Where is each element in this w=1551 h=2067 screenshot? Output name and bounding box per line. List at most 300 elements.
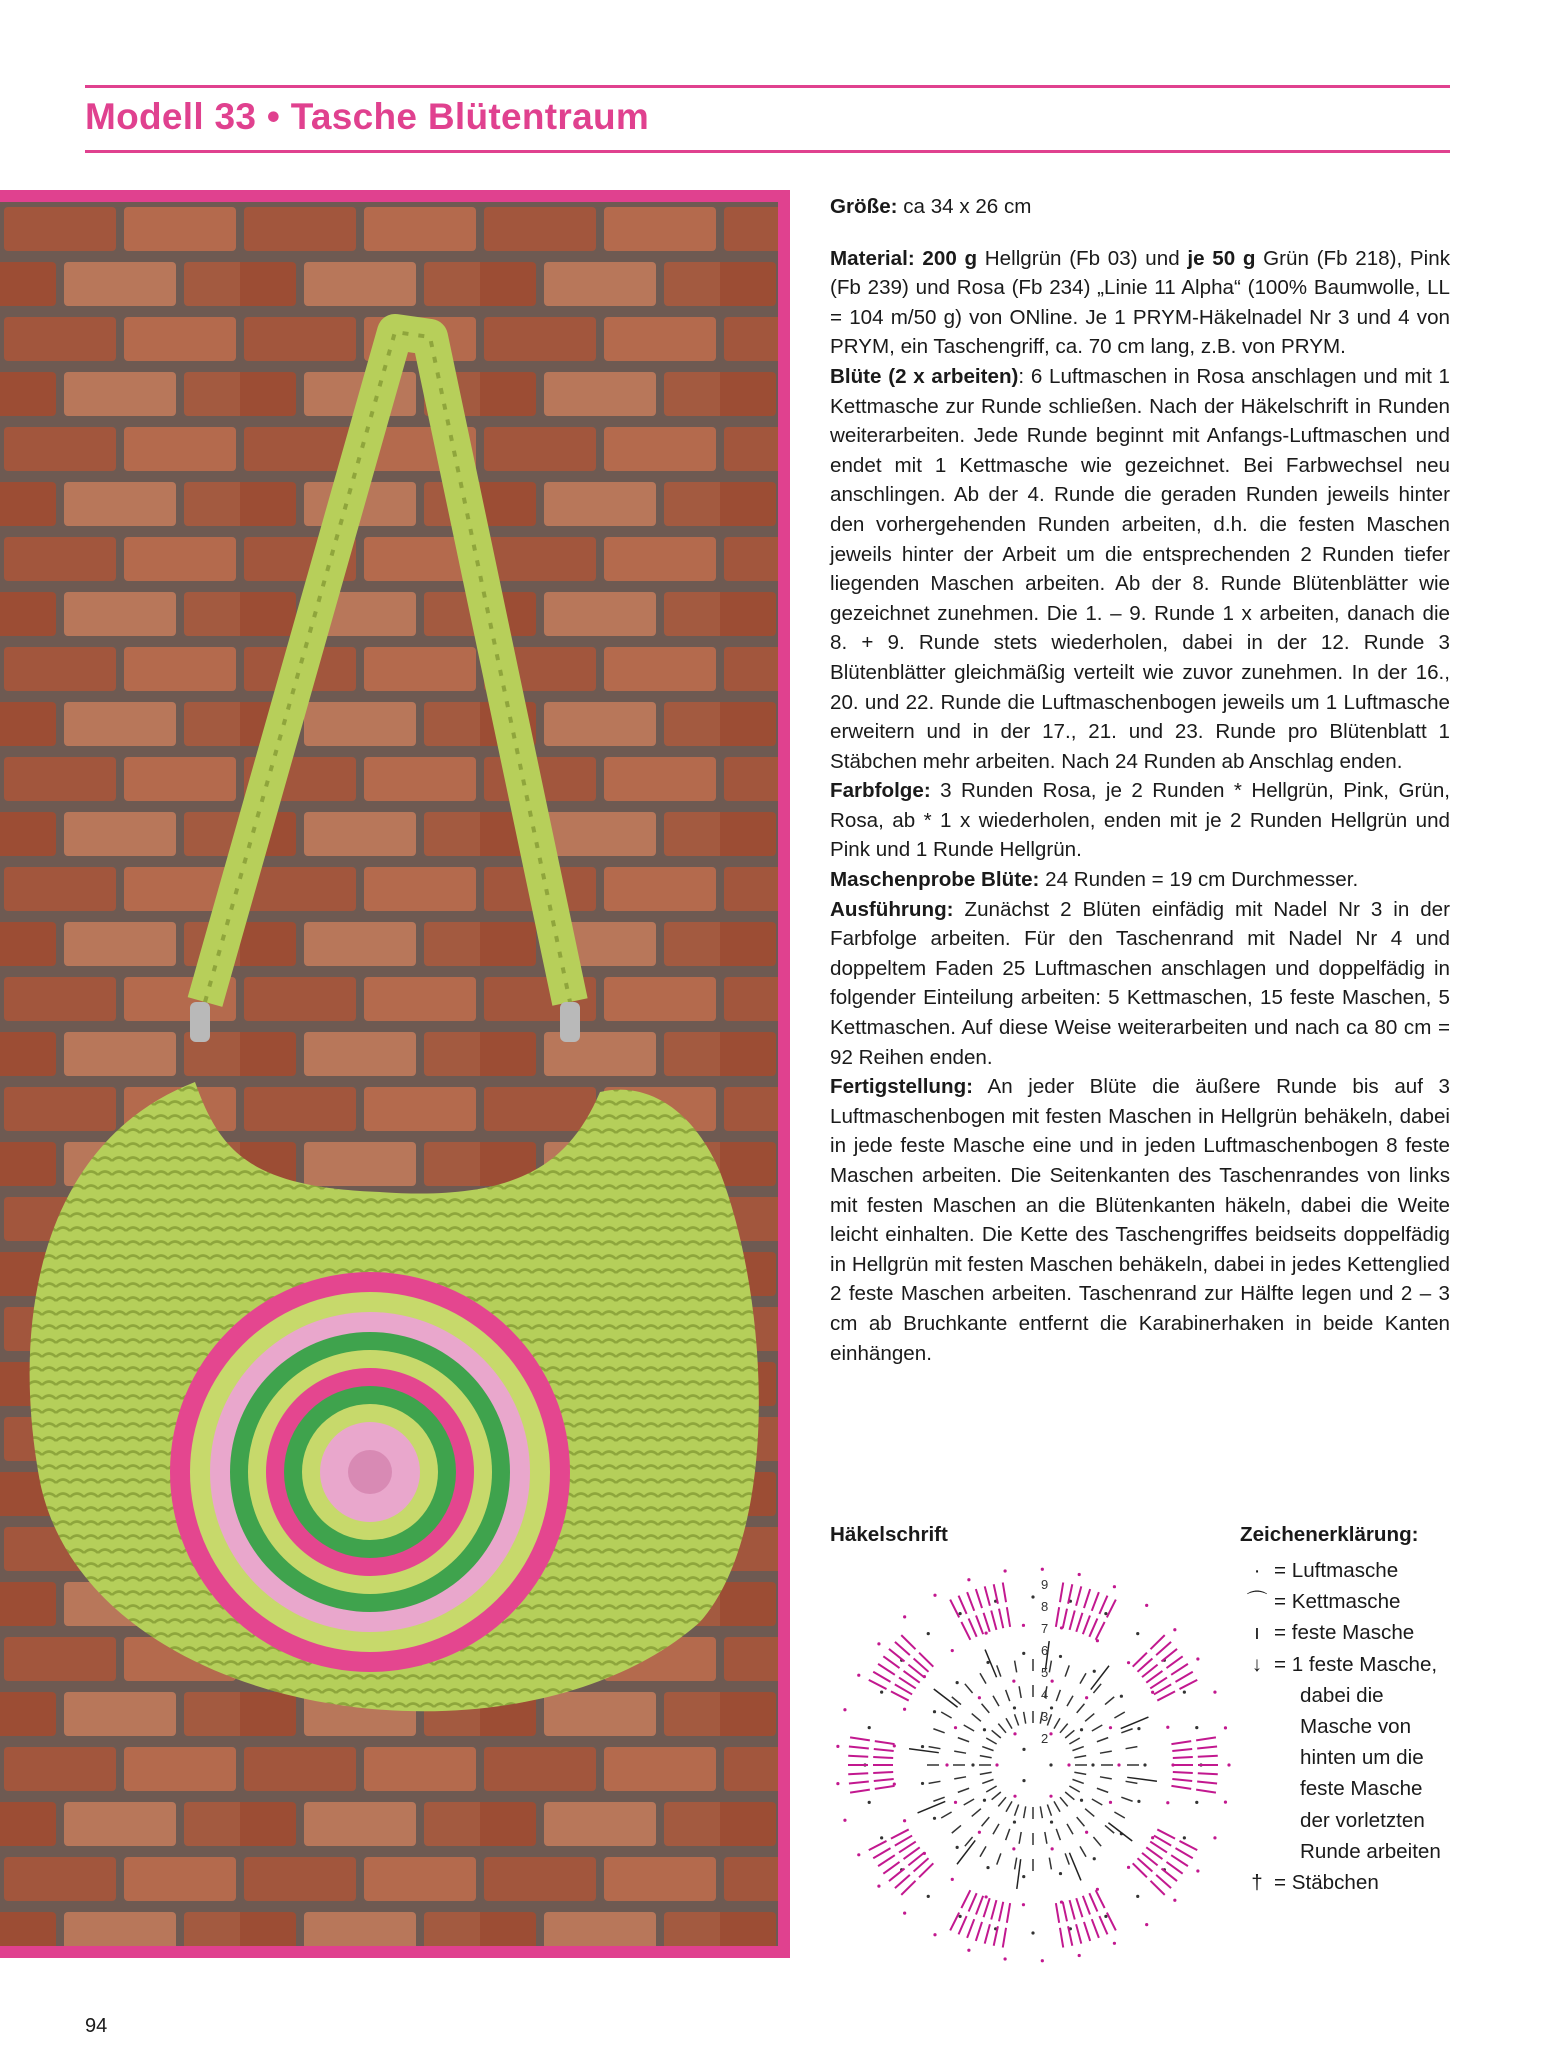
single-crochet-mark (998, 1724, 1006, 1733)
chain-dot (978, 1696, 981, 1699)
chain-dot (1166, 1801, 1169, 1804)
single-crochet-mark (1067, 1824, 1073, 1834)
round-number-label: 8 (1041, 1599, 1049, 1614)
single-crochet-mark (933, 1729, 944, 1733)
chain-dot (1109, 1726, 1112, 1729)
single-crochet-mark (1126, 1747, 1138, 1749)
single-crochet-mark (1065, 1853, 1069, 1864)
chain-dot (927, 1895, 930, 1898)
chain-dot (903, 1615, 906, 1618)
chain-dot (1022, 1903, 1025, 1906)
single-crochet-mark (954, 1777, 966, 1779)
chain-dot (1013, 1820, 1016, 1823)
single-crochet-mark (1072, 1747, 1083, 1751)
double-crochet-mark (873, 1757, 893, 1758)
double-crochet-mark (1083, 1896, 1090, 1915)
chain-dot (1183, 1836, 1186, 1839)
double-crochet-mark (1150, 1635, 1164, 1649)
chain-dot (1145, 1923, 1148, 1926)
chain-dot (877, 1642, 880, 1645)
double-crochet-mark (878, 1664, 895, 1675)
chain-dot (933, 1710, 936, 1713)
single-crochet-mark (980, 1673, 986, 1683)
double-crochet-mark (891, 1829, 909, 1838)
crochet-bag-photo-illustration (0, 202, 778, 1946)
single-crochet-mark (1047, 1804, 1051, 1815)
double-crochet-mark (1166, 1656, 1182, 1668)
chain-dot (1127, 1866, 1130, 1869)
single-crochet-mark (933, 1797, 944, 1801)
chain-dot (857, 1853, 860, 1856)
material-amount-1: 200 g (914, 246, 978, 270)
legend-text-double: = Stäbchen (1274, 1871, 1379, 1895)
double-crochet-mark (1173, 1772, 1193, 1773)
double-crochet-mark (1096, 1622, 1105, 1640)
single-crochet-mark (997, 1665, 1001, 1676)
single-crochet-mark (1065, 1792, 1074, 1800)
chain-dot (1143, 1763, 1146, 1766)
chain-dot (1093, 1670, 1096, 1673)
double-crochet-icon: † (1251, 1871, 1263, 1895)
single-crochet-mark (1019, 1832, 1021, 1844)
color-sequence-label: Farbfolge: (830, 779, 931, 803)
chain-dot (1078, 1573, 1081, 1576)
double-crochet-mark (976, 1896, 983, 1915)
page-number: 94 (85, 2015, 108, 2037)
single-crochet-mark (982, 1779, 993, 1783)
round-number-label: 3 (1041, 1709, 1049, 1724)
chain-dot (1012, 1680, 1015, 1683)
double-crochet-mark (1007, 1903, 1010, 1923)
chain-dot (967, 1578, 970, 1581)
double-crochet-mark (1179, 1841, 1197, 1850)
chain-dot (1195, 1801, 1198, 1804)
double-crochet-mark (901, 1881, 915, 1895)
double-crochet-mark (895, 1875, 910, 1888)
chain-dot (1085, 1696, 1088, 1699)
double-crochet-mark (967, 1919, 974, 1938)
double-crochet-mark (1176, 1848, 1193, 1858)
single-crochet-mark (1006, 1718, 1012, 1728)
single-crochet-mark (1100, 1777, 1112, 1779)
double-crochet-mark (1196, 1790, 1216, 1793)
double-crochet-mark (950, 1600, 959, 1618)
single-crochet-mark (992, 1792, 1001, 1800)
double-crochet-mark (1099, 1596, 1107, 1614)
single-crochet-mark (1060, 1724, 1068, 1733)
back-post-arrow-icon: ↓ (1251, 1652, 1263, 1676)
chain-dot (1004, 1957, 1007, 1960)
chain-dot (1120, 1695, 1123, 1698)
chain-dot (903, 1708, 906, 1711)
double-crochet-mark (1060, 1928, 1063, 1948)
double-crochet-mark (1096, 1890, 1105, 1908)
double-crochet-mark (1092, 1919, 1099, 1938)
chain-dot (1004, 1569, 1007, 1572)
size-label: Größe: (830, 195, 898, 218)
double-crochet-mark (889, 1649, 905, 1662)
double-crochet-mark (1099, 1916, 1107, 1934)
double-crochet-mark (895, 1836, 912, 1846)
chain-dot (1213, 1836, 1216, 1839)
chain-dot (1051, 1680, 1054, 1683)
single-crochet-mark (941, 1712, 951, 1718)
chain-dot (967, 1949, 970, 1952)
double-crochet-mark (901, 1635, 915, 1649)
legend-item-double (1240, 1867, 1460, 1898)
double-crochet-mark (1063, 1902, 1067, 1922)
double-crochet-mark (848, 1756, 868, 1757)
chain-dot (1078, 1954, 1081, 1957)
double-crochet-mark (1089, 1893, 1097, 1911)
chain-dot (1145, 1604, 1148, 1607)
material-amount-2: je 50 g (1187, 246, 1256, 270)
single-crochet-mark (954, 1751, 966, 1753)
gauge-label: Maschenprobe Blüte: (830, 868, 1040, 892)
double-crochet-mark (869, 1841, 887, 1850)
single-crochet-mark (1040, 1806, 1042, 1818)
double-crochet-mark (959, 1596, 967, 1614)
single-crochet-mark (980, 1756, 992, 1758)
chain-dot (921, 1782, 924, 1785)
title-underline (85, 150, 1450, 153)
chain-dot (954, 1801, 957, 1804)
double-crochet-mark (985, 1924, 990, 1943)
double-crochet-mark (1172, 1749, 1192, 1751)
single-crochet-mark (941, 1812, 951, 1818)
single-crochet-mark (964, 1799, 974, 1805)
legend-text-single: = feste Masche (1274, 1621, 1415, 1645)
single-crochet-mark (993, 1824, 999, 1834)
material-label: Material: (830, 246, 915, 270)
chain-dot (1136, 1632, 1139, 1635)
double-crochet-mark (1157, 1691, 1175, 1700)
legend-cont-2: Masche von (1300, 1715, 1412, 1739)
double-crochet-mark (1007, 1607, 1010, 1627)
double-crochet-mark (1076, 1898, 1082, 1917)
double-crochet-mark (999, 1902, 1003, 1922)
double-crochet-mark (873, 1672, 890, 1682)
double-crochet-mark (967, 1592, 974, 1611)
single-crochet-mark (964, 1725, 974, 1731)
chain-dot (986, 1866, 989, 1869)
double-crochet-mark (1171, 1741, 1191, 1744)
double-crochet-mark (1070, 1900, 1075, 1919)
chain-dot (1183, 1691, 1186, 1694)
material-text-2: Grün (Fb 218), Pink (Fb 239) und Rosa (Fb 234) „Linie 11 Alpha“ (100% Baumwolle, LL = 104 m/50 g) von ONline. Je 1 PRYM-Häkelnadel Nr 3 und 4 von PRYM, ein Taschengriff, ca. 70 cm lang, z.B. von PRYM. (830, 246, 1450, 359)
legend-item-single (1240, 1617, 1460, 1648)
chain-dot (1031, 1931, 1034, 1934)
chain-dot (933, 1594, 936, 1597)
legend-cont-3: hinten um die (1300, 1746, 1424, 1770)
single-crochet-mark (972, 1809, 981, 1817)
double-crochet-mark (1076, 1586, 1081, 1605)
chain-dot (1113, 1585, 1116, 1588)
single-crochet-mark (1060, 1797, 1068, 1806)
legend-text-chain: = Luftmasche (1274, 1559, 1399, 1582)
double-crochet-mark (1003, 1582, 1006, 1602)
double-crochet-mark (895, 1642, 910, 1655)
chain-dot (1173, 1899, 1176, 1902)
chain-dot (1104, 1612, 1107, 1615)
double-crochet-mark (1196, 1737, 1216, 1740)
legend-text-back-post: = 1 feste Masche, (1274, 1652, 1438, 1676)
single-crochet-mark (958, 1788, 969, 1792)
execution-text: Zunächst 2 Blüten einfädig mit Nadel Nr 3 in der Farbfolge arbeiten. Für den Taschenrand mit Nadel Nr 4 und doppeltem Faden 25 Luftmaschen anschlagen und doppelfädig in folgender Einteilung arbeiten: 5 Kettmaschen, 15 feste Maschen, 5 Kettmaschen. Auf diese Weise weiterarbeiten und nach ca 80 cm = 92 Reihen enden. (830, 897, 1450, 1069)
chain-dot (1080, 1799, 1083, 1802)
double-crochet-mark (850, 1737, 870, 1740)
chain-dot (1049, 1763, 1052, 1766)
double-crochet-mark (1107, 1913, 1116, 1931)
chain-dot (1022, 1748, 1025, 1751)
back-post-arrow-mark (918, 1801, 946, 1813)
chain-dot (1109, 1801, 1112, 1804)
chain-dot (1041, 1568, 1044, 1571)
round-number-label: 9 (1041, 1577, 1049, 1592)
chain-dot (1227, 1763, 1230, 1766)
double-crochet-mark (959, 1916, 967, 1934)
single-crochet-mark (1080, 1846, 1086, 1856)
chain-dot (1093, 1857, 1096, 1860)
single-crochet-mark (958, 1738, 969, 1742)
chain-dot (1196, 1869, 1199, 1872)
double-crochet-mark (883, 1862, 899, 1874)
execution-paragraph (830, 895, 1450, 1073)
double-crochet-mark (875, 1741, 895, 1744)
double-crochet-mark (950, 1913, 959, 1931)
chain-dot (971, 1763, 974, 1766)
double-crochet-mark (1171, 1855, 1188, 1866)
single-crochet-mark (1092, 1725, 1102, 1731)
chain-dot (945, 1763, 948, 1766)
single-crochet-mark (1077, 1817, 1085, 1826)
single-crochet-icon: ı (1254, 1621, 1260, 1645)
single-crochet-mark (1006, 1690, 1010, 1701)
double-crochet-mark (1154, 1836, 1171, 1846)
single-crochet-mark (1121, 1797, 1132, 1801)
double-crochet-mark (874, 1779, 894, 1781)
chain-dot (880, 1691, 883, 1694)
chain-dot (954, 1726, 957, 1729)
single-crochet-mark (1006, 1801, 1012, 1811)
instructions (830, 192, 1450, 1368)
crochet-chart (828, 1550, 1238, 1980)
round-number-label: 2 (1041, 1731, 1049, 1746)
chain-dot (1137, 1800, 1140, 1803)
double-crochet-mark (976, 1615, 983, 1634)
chain-dot (1224, 1800, 1227, 1803)
chain-dot (857, 1674, 860, 1677)
single-crochet-mark (982, 1817, 990, 1826)
double-crochet-mark (1179, 1680, 1197, 1689)
double-crochet-mark (991, 1900, 996, 1919)
single-crochet-mark (1092, 1799, 1102, 1805)
chain-dot (1136, 1895, 1139, 1898)
single-crochet-mark (965, 1684, 973, 1693)
single-crochet-mark (986, 1738, 996, 1744)
double-crochet-mark (873, 1848, 890, 1858)
legend-item-slip (1240, 1586, 1460, 1617)
single-crochet-mark (1067, 1696, 1073, 1706)
legend-cont-5: der vorletzten (1300, 1808, 1425, 1832)
chain-dot (1022, 1624, 1025, 1627)
legend-item-back-post (1240, 1649, 1460, 1680)
back-post-arrow-mark (1127, 1777, 1157, 1781)
single-crochet-mark (1072, 1779, 1083, 1783)
single-crochet-mark (952, 1825, 961, 1833)
chain-dot (956, 1846, 959, 1849)
single-crochet-mark (929, 1747, 941, 1749)
single-crochet-mark (1093, 1837, 1101, 1846)
single-crochet-mark (980, 1846, 986, 1856)
chain-dot (1013, 1795, 1016, 1798)
chain-dot (1041, 1959, 1044, 1962)
double-crochet-mark (874, 1749, 894, 1751)
chain-dot (1091, 1763, 1094, 1766)
double-crochet-mark (1156, 1642, 1171, 1655)
double-crochet-mark (984, 1613, 990, 1632)
chain-dot (983, 1728, 986, 1731)
single-crochet-mark (1054, 1801, 1060, 1811)
round-number-label: 5 (1041, 1665, 1049, 1680)
double-crochet-mark (961, 1890, 970, 1908)
chain-dot (1085, 1831, 1088, 1834)
chain-dot (1224, 1726, 1227, 1729)
double-crochet-mark (1154, 1684, 1171, 1694)
chain-dot (959, 1915, 962, 1918)
legend-item-chain (1240, 1555, 1460, 1586)
single-crochet-mark (1019, 1686, 1021, 1698)
single-crochet-mark (1126, 1781, 1138, 1783)
chain-dot (1022, 1779, 1025, 1782)
double-crochet-mark (1198, 1756, 1218, 1757)
single-crochet-mark (1085, 1714, 1094, 1722)
chain-dot (903, 1912, 906, 1915)
legend-cont-6: Runde arbeiten (1300, 1839, 1441, 1863)
chain-dot (1051, 1847, 1054, 1850)
single-crochet-mark (982, 1747, 993, 1751)
legend-cont-4: feste Masche (1300, 1777, 1423, 1801)
flower-text: : 6 Luftmaschen in Rosa anschlagen und mit 1 Kettmasche zur Runde schließen. Nach der Häkelschrift in Runden weiterarbeiten. Jede Runde beginnt mit Anfangs-Luftmaschen und endet mit 1 Kettmasche wie gezeichnet. Bei Farbwechsel neu anschlingen. Ab der 4. Runde die geraden Runden jeweils hinter den vorhergehenden Runden arbeiten, d.h. die festen Maschen jeweils hinter der Arbeit um die entsprechenden 2 Runden tiefer liegenden Maschen arbeiten. Ab der 8. Runde Blütenblätter wie gezeichnet zunehmen. Die 1. – 9. Runde 1 x arbeiten, danach die 8. + 9. Runde stets wiederholen, dabei in der 12. Runde 3 Blütenblätter gleichmäßig verteilt wie zuvor zunehmen. In der 16., 20. und 22. Runde die Luftmaschenbogen jeweils um 1 Luftmasche erweitern und in der 17., 21. und 23. Runde pro Blütenblatt 1 Stäbchen mehr arbeiten. Nach 24 Runden ab Anschlag enden. (830, 364, 1450, 773)
top-rule (85, 85, 1450, 88)
single-crochet-mark (993, 1696, 999, 1706)
double-crochet-mark (873, 1772, 893, 1773)
double-crochet-mark (1173, 1757, 1193, 1758)
double-crochet-mark (1056, 1903, 1059, 1923)
single-crochet-mark (1074, 1756, 1086, 1758)
chain-dot (1196, 1657, 1199, 1660)
single-crochet-mark (972, 1714, 981, 1722)
single-crochet-mark (1015, 1858, 1017, 1870)
chain-dot (985, 1895, 988, 1898)
chain-dot (1022, 1652, 1025, 1655)
back-post-arrow-mark (1017, 1859, 1021, 1889)
chain-dot (843, 1708, 846, 1711)
chain-dot (877, 1885, 880, 1888)
double-crochet-mark (976, 1589, 982, 1608)
double-crochet-mark (1197, 1781, 1217, 1783)
back-post-arrow-mark (909, 1749, 939, 1753)
round-number-label: 6 (1041, 1643, 1049, 1658)
chain-dot (1067, 1763, 1070, 1766)
double-crochet-mark (895, 1684, 912, 1694)
single-crochet-mark (1054, 1718, 1060, 1728)
double-crochet-mark (1089, 1619, 1097, 1637)
single-crochet-mark (1056, 1690, 1060, 1701)
double-crochet-mark (1161, 1869, 1177, 1882)
chain-stitch-icon: · (1253, 1559, 1261, 1582)
chain-dot (836, 1745, 839, 1748)
single-crochet-mark (1015, 1661, 1017, 1673)
legend (1240, 1555, 1460, 1898)
legend-cont-1: dabei die (1300, 1683, 1384, 1707)
double-crochet-mark (1197, 1747, 1217, 1749)
chain-dot (1113, 1942, 1116, 1945)
single-crochet-mark (992, 1730, 1001, 1738)
double-crochet-mark (848, 1773, 868, 1774)
legend-text-slip: = Kettmasche (1274, 1590, 1401, 1614)
double-crochet-mark (1198, 1773, 1218, 1774)
color-sequence-paragraph (830, 776, 1450, 865)
double-crochet-mark (875, 1786, 895, 1789)
finishing-text: An jeder Blüte die äußere Runde bis auf 3 Luftmaschenbogen mit festen Maschen in Hellgrün behäkeln, dabei in jede feste Masche eine und in jeden Luftmaschenbogen 8 feste Maschen arbeiten. Die Seitenkanten des Taschenrandes von links mit festen Maschen an die Blütenkanten häkeln, dabei die Weite leicht einhalten. Die Kette des Taschengriffes beidseits doppelfädig in Hellgrün mit festen Maschen behäkeln, dabei in jedes Kettenglied 2 feste Maschen arbeiten. Taschenrand zur Hälfte legen und 2 – 3 cm ab Bruchkante entfernt die Karabinerhaken in beide Kanten einhängen. (830, 1075, 1450, 1365)
single-crochet-mark (1069, 1738, 1079, 1744)
single-crochet-mark (1114, 1712, 1124, 1718)
legend-heading: Zeichenerklärung: (1240, 1523, 1419, 1546)
single-crochet-mark (1065, 1665, 1069, 1676)
finishing-label: Fertigstellung: (830, 1075, 974, 1099)
single-crochet-mark (982, 1704, 990, 1713)
execution-label: Ausführung: (830, 897, 954, 921)
chain-dot (1049, 1795, 1052, 1798)
chart-heading: Häkelschrift (830, 1523, 948, 1546)
page-title: Modell 33 • Tasche Blütentraum (85, 96, 650, 137)
chain-dot (1059, 1655, 1062, 1658)
double-crochet-mark (991, 1611, 996, 1630)
double-crochet-mark (878, 1855, 895, 1866)
double-crochet-mark (984, 1898, 990, 1917)
double-crochet-mark (961, 1622, 970, 1640)
double-crochet-mark (1171, 1664, 1188, 1675)
chain-dot (983, 1799, 986, 1802)
double-crochet-mark (850, 1790, 870, 1793)
bag-photo (0, 202, 778, 1946)
double-crochet-mark (976, 1922, 982, 1941)
double-crochet-mark (1171, 1786, 1191, 1789)
double-crochet-mark (1083, 1615, 1090, 1634)
chain-dot (836, 1782, 839, 1785)
flower-paragraph (830, 362, 1450, 776)
single-crochet-mark (1114, 1812, 1124, 1818)
chain-dot (995, 1763, 998, 1766)
single-crochet-mark (1065, 1730, 1074, 1738)
back-post-arrow-mark (1121, 1717, 1149, 1729)
chain-dot (951, 1878, 954, 1881)
finishing-paragraph (830, 1072, 1450, 1368)
single-crochet-mark (1015, 1714, 1019, 1725)
flower-label: Blüte (2 x arbeiten) (830, 364, 1019, 388)
single-crochet-mark (1105, 1697, 1114, 1705)
double-crochet-mark (1166, 1862, 1182, 1874)
single-crochet-mark (998, 1797, 1006, 1806)
chain-dot (1195, 1726, 1198, 1729)
single-crochet-mark (997, 1853, 1001, 1864)
chain-dot (1137, 1727, 1140, 1730)
single-crochet-mark (1024, 1806, 1026, 1818)
chain-dot (959, 1612, 962, 1615)
double-crochet-mark (1084, 1589, 1090, 1608)
double-crochet-mark (849, 1747, 869, 1749)
